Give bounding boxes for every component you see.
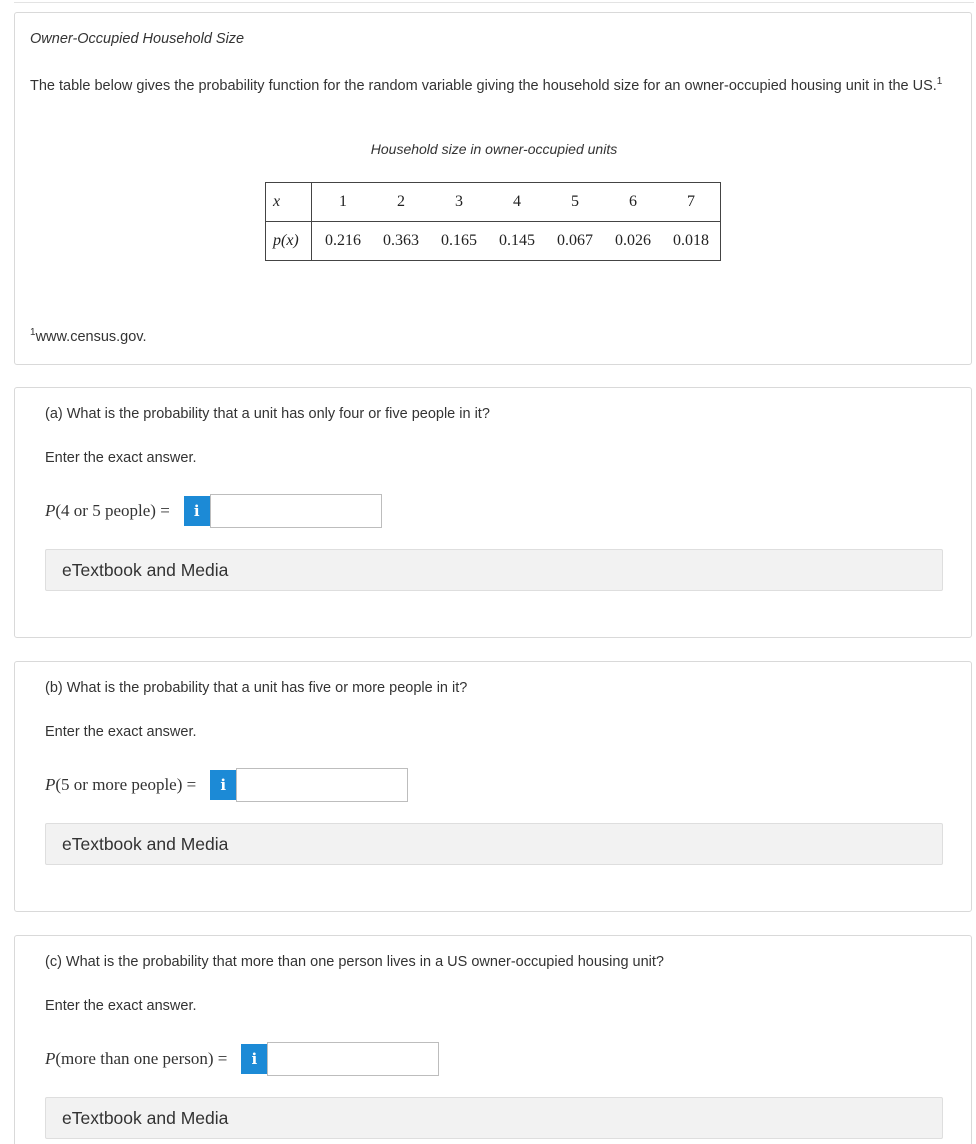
table-cell-x: 4 [488,183,546,222]
table-cell-x: 7 [662,183,721,222]
etextbook-media-button[interactable]: eTextbook and Media [45,823,943,865]
table-cell-x: 5 [546,183,604,222]
table-header-x: x [266,183,312,222]
answer-label-body: (5 or more people) = [55,775,197,794]
answer-label [45,1049,227,1069]
answer-label-p: P [45,1049,56,1068]
question-text: (b) What is the probability that a unit has five or more people in it? [45,680,468,696]
table-row-x [266,183,721,222]
probability-table [265,182,721,261]
top-divider [14,2,974,3]
answer-label-p: P [45,775,56,794]
table-cell-px: 0.018 [662,222,721,261]
answer-row [45,494,382,528]
question-card-c [14,935,972,1144]
answer-row [45,1042,439,1076]
etextbook-media-button[interactable]: eTextbook and Media [45,1097,943,1139]
question-text: (c) What is the probability that more than one person lives in a US owner-occupied housing unit? [45,954,664,970]
problem-description [30,75,960,97]
footnote-ref: 1 [936,76,943,88]
answer-label [45,775,196,795]
answer-instruction: Enter the exact answer. [45,998,197,1014]
answer-label-body: (4 or 5 people) = [55,501,170,520]
info-icon[interactable]: i [184,496,210,526]
answer-instruction: Enter the exact answer. [45,450,197,466]
question-card-a [14,387,972,638]
answer-row [45,768,408,802]
info-icon[interactable]: i [210,770,236,800]
footnote [30,329,147,345]
etextbook-media-button[interactable]: eTextbook and Media [45,549,943,591]
footnote-source: www.census.gov. [35,329,147,345]
info-icon[interactable]: i [241,1044,267,1074]
answer-input[interactable] [210,494,382,528]
table-caption: Household size in owner-occupied units [370,141,618,157]
answer-input[interactable] [267,1042,439,1076]
table-row-px [266,222,721,261]
answer-instruction: Enter the exact answer. [45,724,197,740]
answer-label [45,501,170,521]
problem-intro-card [14,12,972,365]
question-card-b [14,661,972,912]
table-cell-px: 0.363 [372,222,430,261]
table-cell-px: 0.165 [430,222,488,261]
answer-label-body: (more than one person) = [55,1049,228,1068]
problem-description-text: The table below gives the probability function for the random variable giving the household size for an owner-occupied housing unit in the US. [30,78,937,94]
table-cell-x: 6 [604,183,662,222]
table-cell-px: 0.145 [488,222,546,261]
table-cell-x: 2 [372,183,430,222]
question-text: (a) What is the probability that a unit has only four or five people in it? [45,406,490,422]
table-cell-px: 0.216 [312,222,373,261]
footnote-marker: 1 [30,327,36,339]
answer-label-p: P [45,501,56,520]
table-cell-px: 0.026 [604,222,662,261]
table-cell-px: 0.067 [546,222,604,261]
problem-title: Owner-Occupied Household Size [30,31,245,47]
table-header-px: p(x) [266,222,312,261]
table-cell-x: 1 [312,183,373,222]
answer-input[interactable] [236,768,408,802]
table-cell-x: 3 [430,183,488,222]
